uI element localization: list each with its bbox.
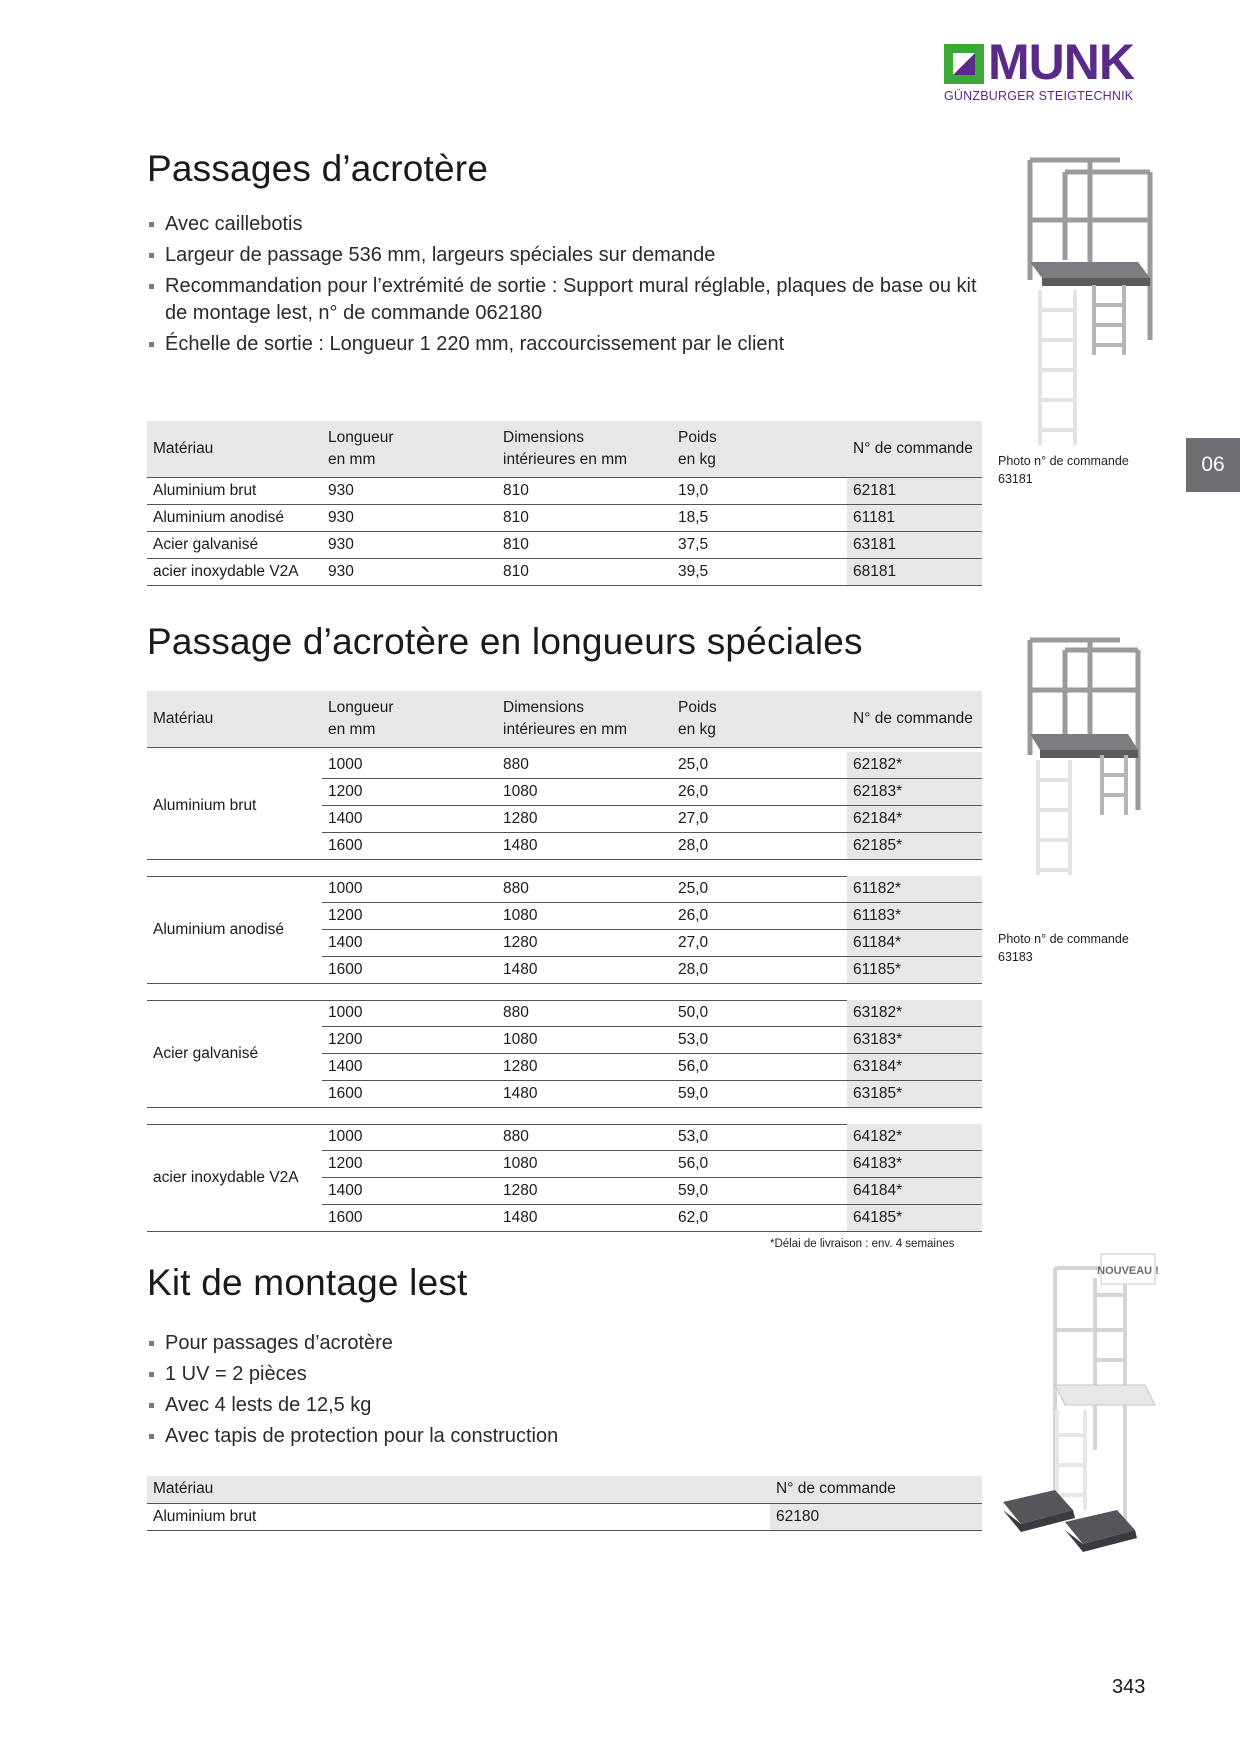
table-row — [147, 559, 982, 586]
cell-weight: 53,0 — [672, 1027, 847, 1054]
cell-weight: 59,0 — [672, 1178, 847, 1205]
roof-passage-photo-63181 — [1020, 150, 1180, 450]
cell-material: acier inoxydable V2A — [147, 1124, 322, 1232]
roof-passage-photo-63183 — [1020, 630, 1180, 880]
cell-length: 1000 — [322, 1000, 497, 1027]
bullet-item: Pour passages d’acrotère — [147, 1330, 847, 1357]
cell-order: 64182* — [847, 1124, 982, 1151]
cell-weight: 27,0 — [672, 930, 847, 957]
header-order: N° de commande — [847, 691, 982, 748]
section2-header-table — [147, 691, 982, 748]
cell-order: 68181 — [847, 559, 982, 586]
cell-order: 63185* — [847, 1081, 982, 1108]
table-header-row — [147, 691, 982, 748]
caption-label: Photo n° de commande — [998, 454, 1129, 468]
delivery-footnote: *Délai de livraison : env. 4 semaines — [770, 1238, 955, 1250]
cell-order: 64184* — [847, 1178, 982, 1205]
table-header-row — [147, 1476, 982, 1503]
cell-order: 62185* — [847, 833, 982, 860]
cell-dimensions: 1280 — [497, 1054, 672, 1081]
logo-subtitle: GÜNZBURGER STEIGTECHNIK — [944, 89, 1134, 103]
cell-material: Aluminium brut — [147, 478, 322, 505]
cell-order: 61184* — [847, 930, 982, 957]
header-dimensions: Dimensions intérieures en mm — [497, 691, 672, 748]
cell-dimensions: 1080 — [497, 1151, 672, 1178]
ballast-kit-photo — [995, 1250, 1175, 1560]
bullet-item: Largeur de passage 536 mm, largeurs spéciales sur demande — [147, 242, 977, 269]
cell-weight: 26,0 — [672, 779, 847, 806]
table-row — [147, 1503, 982, 1530]
bullet-item: Échelle de sortie : Longueur 1 220 mm, raccourcissement par le client — [147, 331, 977, 358]
cell-length: 1600 — [322, 833, 497, 860]
bullet-item: Avec tapis de protection pour la construction — [147, 1423, 847, 1450]
cell-order: 62182* — [847, 752, 982, 779]
cell-order: 63183* — [847, 1027, 982, 1054]
section1-table — [147, 421, 982, 586]
cell-weight: 28,0 — [672, 833, 847, 860]
group-aluminium-anodise — [147, 876, 982, 984]
cell-order: 62181 — [847, 478, 982, 505]
cell-order: 61181 — [847, 505, 982, 532]
header-material: Matériau — [147, 1476, 770, 1503]
cell-dimensions: 880 — [497, 752, 672, 779]
cell-length: 1200 — [322, 903, 497, 930]
section1-bullet-list — [147, 211, 977, 362]
table-row — [147, 876, 982, 903]
cell-dimensions: 1480 — [497, 833, 672, 860]
header-dimensions: Dimensions intérieures en mm — [497, 421, 672, 478]
cell-length: 1200 — [322, 1027, 497, 1054]
cell-length: 930 — [322, 559, 497, 586]
cell-material: Aluminium anodisé — [147, 505, 322, 532]
cell-material: Aluminium anodisé — [147, 876, 322, 984]
section2-title: Passage d’acrotère en longueurs spéciales — [147, 621, 863, 662]
photo-caption-1 — [998, 452, 1129, 488]
header-weight: Poids en kg — [672, 421, 847, 478]
cell-dimensions: 1480 — [497, 1081, 672, 1108]
cell-dimensions: 880 — [497, 1124, 672, 1151]
cell-weight: 26,0 — [672, 903, 847, 930]
cell-order: 64183* — [847, 1151, 982, 1178]
cell-dimensions: 810 — [497, 532, 672, 559]
cell-weight: 28,0 — [672, 957, 847, 984]
cell-material: Aluminium brut — [147, 1503, 770, 1530]
cell-order: 62183* — [847, 779, 982, 806]
cell-order: 63184* — [847, 1054, 982, 1081]
cell-dimensions: 1280 — [497, 806, 672, 833]
cell-weight: 25,0 — [672, 752, 847, 779]
cell-dimensions: 810 — [497, 478, 672, 505]
cell-material: acier inoxydable V2A — [147, 559, 322, 586]
cell-length: 1400 — [322, 1178, 497, 1205]
cell-dimensions: 1080 — [497, 903, 672, 930]
header-material: Matériau — [147, 691, 322, 748]
logo-wordmark: MUNK — [988, 34, 1134, 90]
table-header-row — [147, 421, 982, 478]
bullet-item: Recommandation pour l’extrémité de sortie : Support mural réglable, plaques de base ou kit de montage lest, n° de commande 062180 — [147, 273, 977, 327]
section3-table — [147, 1476, 982, 1531]
cell-dimensions: 810 — [497, 559, 672, 586]
caption-label: Photo n° de commande — [998, 932, 1129, 946]
cell-length: 1400 — [322, 1054, 497, 1081]
cell-dimensions: 810 — [497, 505, 672, 532]
cell-length: 1600 — [322, 1205, 497, 1232]
cell-weight: 56,0 — [672, 1054, 847, 1081]
cell-length: 1200 — [322, 779, 497, 806]
cell-dimensions: 1080 — [497, 779, 672, 806]
cell-dimensions: 1280 — [497, 930, 672, 957]
section3-title: Kit de montage lest — [147, 1262, 468, 1303]
cell-length: 1400 — [322, 806, 497, 833]
table-row — [147, 1000, 982, 1027]
group-acier-inoxydable — [147, 1124, 982, 1232]
table-row — [147, 478, 982, 505]
header-order: N° de commande — [847, 421, 982, 478]
cell-material: Acier galvanisé — [147, 1000, 322, 1108]
cell-weight: 39,5 — [672, 559, 847, 586]
group-aluminium-brut — [147, 752, 982, 860]
cell-dimensions: 1280 — [497, 1178, 672, 1205]
cell-dimensions: 880 — [497, 876, 672, 903]
cell-length: 1600 — [322, 1081, 497, 1108]
cell-order: 62180 — [770, 1503, 982, 1530]
cell-order: 64185* — [847, 1205, 982, 1232]
table-row — [147, 1124, 982, 1151]
bullet-item: Avec caillebotis — [147, 211, 977, 238]
section-tab[interactable]: 06 — [1186, 438, 1240, 492]
cell-length: 1600 — [322, 957, 497, 984]
cell-length: 1200 — [322, 1151, 497, 1178]
munk-logo — [944, 34, 1154, 110]
caption-order: 63181 — [998, 472, 1033, 486]
photo-caption-2 — [998, 930, 1129, 966]
header-order: N° de commande — [770, 1476, 982, 1503]
cell-material: Aluminium brut — [147, 752, 322, 860]
cell-weight: 62,0 — [672, 1205, 847, 1232]
cell-weight: 18,5 — [672, 505, 847, 532]
cell-order: 61182* — [847, 876, 982, 903]
cell-weight: 56,0 — [672, 1151, 847, 1178]
munk-logo-mark — [944, 44, 984, 84]
cell-weight: 53,0 — [672, 1124, 847, 1151]
cell-order: 61185* — [847, 957, 982, 984]
cell-weight: 19,0 — [672, 478, 847, 505]
cell-weight: 27,0 — [672, 806, 847, 833]
group-acier-galvanise — [147, 1000, 982, 1108]
cell-order: 62184* — [847, 806, 982, 833]
cell-length: 930 — [322, 532, 497, 559]
cell-weight: 59,0 — [672, 1081, 847, 1108]
cell-order: 63181 — [847, 532, 982, 559]
cell-dimensions: 880 — [497, 1000, 672, 1027]
new-badge: NOUVEAU ! — [1097, 1265, 1159, 1277]
cell-length: 930 — [322, 505, 497, 532]
table-row — [147, 532, 982, 559]
cell-length: 930 — [322, 478, 497, 505]
cell-material: Acier galvanisé — [147, 532, 322, 559]
cell-weight: 25,0 — [672, 876, 847, 903]
bullet-item: 1 UV = 2 pièces — [147, 1361, 847, 1388]
bullet-item: Avec 4 lests de 12,5 kg — [147, 1392, 847, 1419]
header-length: Longueur en mm — [322, 691, 497, 748]
table-row — [147, 752, 982, 779]
cell-dimensions: 1080 — [497, 1027, 672, 1054]
cell-weight: 50,0 — [672, 1000, 847, 1027]
cell-length: 1000 — [322, 752, 497, 779]
cell-order: 61183* — [847, 903, 982, 930]
cell-weight: 37,5 — [672, 532, 847, 559]
cell-length: 1000 — [322, 876, 497, 903]
cell-length: 1000 — [322, 1124, 497, 1151]
caption-order: 63183 — [998, 950, 1033, 964]
header-material: Matériau — [147, 421, 322, 478]
cell-dimensions: 1480 — [497, 957, 672, 984]
header-length: Longueur en mm — [322, 421, 497, 478]
table-row — [147, 505, 982, 532]
cell-dimensions: 1480 — [497, 1205, 672, 1232]
cell-order: 63182* — [847, 1000, 982, 1027]
section3-bullet-list — [147, 1330, 847, 1454]
section1-title: Passages d’acrotère — [147, 148, 489, 189]
page-number: 343 — [1112, 1676, 1146, 1698]
cell-length: 1400 — [322, 930, 497, 957]
header-weight: Poids en kg — [672, 691, 847, 748]
